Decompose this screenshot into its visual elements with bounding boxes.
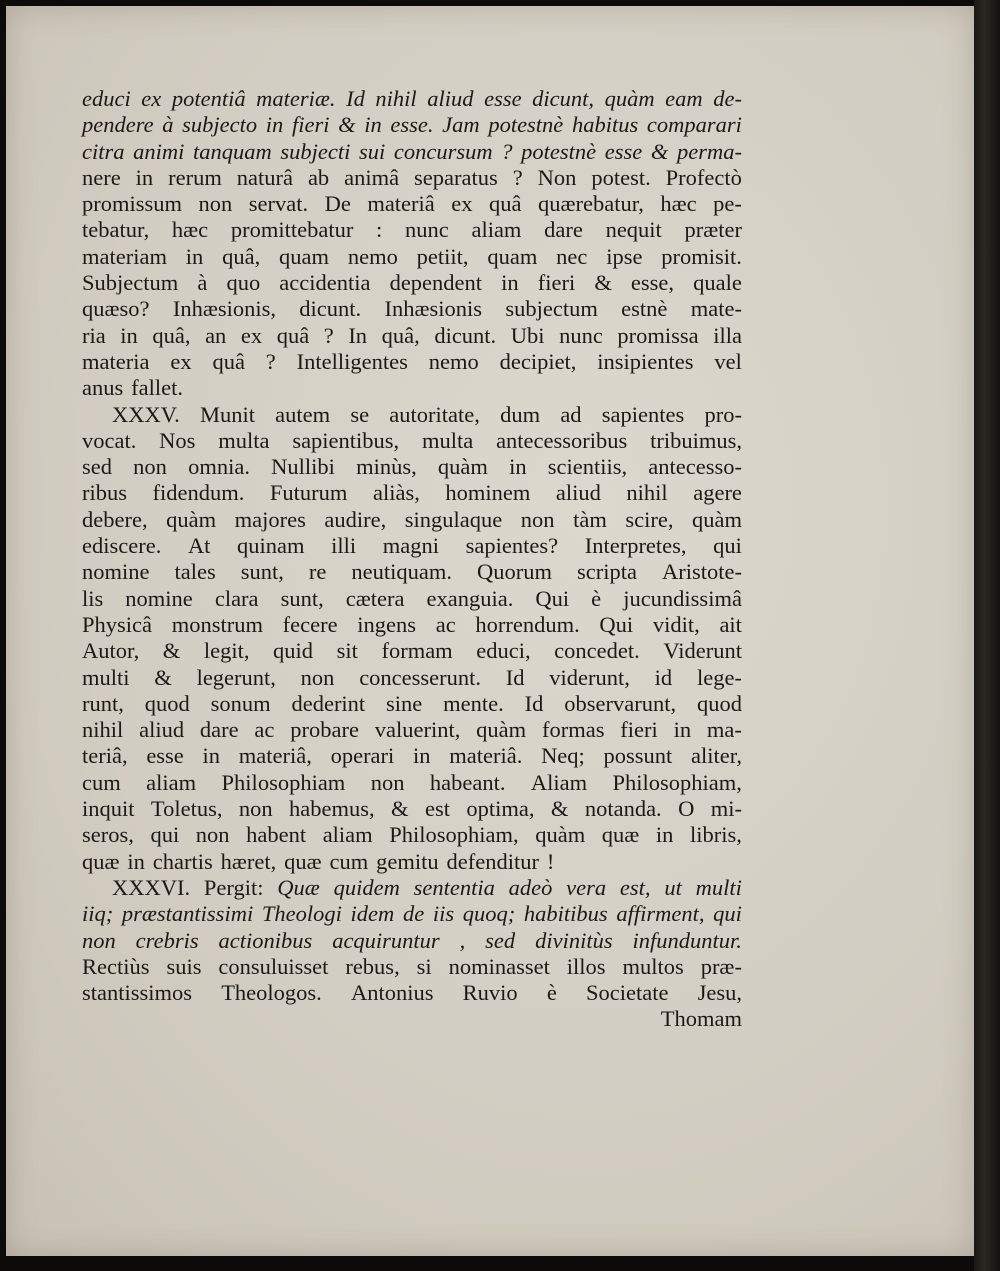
text-line: nihil aliud dare ac probare valuerint, quàm formas fieri in ma- xyxy=(82,717,742,743)
text-line: quæ in chartis hæret, quæ cum gemitu defenditur ! xyxy=(82,848,555,874)
text-line: seros, qui non habent aliam Philosophiam, quàm quæ in libris, xyxy=(82,822,742,848)
text-line: Autor, & legit, quid sit formam educi, concedet. Viderunt xyxy=(82,638,742,664)
book-binding-edge xyxy=(974,0,1000,1271)
text-line: Physicâ monstrum fecere ingens ac horrendum. Qui vidit, ait xyxy=(82,611,742,637)
text-line: teriâ, esse in materiâ, operari in materiâ. Neq; possunt aliter, xyxy=(82,743,742,769)
text-line: multi & legerunt, non concesserunt. Id viderunt, id lege- xyxy=(82,664,742,690)
text-line: materiam in quâ, quam nemo petiit, quam nec ipse promisit. xyxy=(82,243,742,269)
text-line: educi ex potentiâ materiæ. Id nihil aliud esse dicunt, quàm eam de- xyxy=(82,86,742,111)
text-line: citra animi tanquam subjecti sui concursum ? potestnè esse & perma- xyxy=(82,138,742,164)
text-line: sed non omnia. Nullibi minùs, quàm in scientiis, antecesso- xyxy=(82,454,742,480)
text-line: materia ex quâ ? Intelligentes nemo decipiet, insipientes vel xyxy=(82,348,742,374)
book-page xyxy=(6,6,974,1256)
text-line: inquit Toletus, non habemus, & est optima, & notanda. O mi- xyxy=(82,796,742,822)
text-line: ediscere. At quinam illi magni sapientes? Interpretes, qui xyxy=(82,533,742,559)
text-line: stantissimos Theologos. Antonius Ruvio è Societate Jesu, xyxy=(82,980,742,1006)
text-line: ribus fidendum. Futurum aliàs, hominem aliud nihil agere xyxy=(82,480,742,506)
text-line: runt, quod sonum dederint sine mente. Id observarunt, quod xyxy=(82,690,742,716)
text-line: nere in rerum naturâ ab animâ separatus ? Non potest. Profectò xyxy=(82,164,742,190)
page-text xyxy=(82,86,742,1033)
text-line: cum aliam Philosophiam non habeant. Aliam Philosophiam, xyxy=(82,769,742,795)
text-line: nomine tales sunt, re neutiquam. Quorum scripta Aristote- xyxy=(82,559,742,585)
text-line: quæso? Inhæsionis, dicunt. Inhæsionis subjectum estnè mate- xyxy=(82,296,742,322)
text-line: iiq; præstantissimi Theologi idem de iis quoq; habitibus affirment, qui xyxy=(82,901,742,927)
text-line: ria in quâ, an ex quâ ? In quâ, dicunt. Ubi nunc promissa illa xyxy=(82,322,742,348)
text-line: vocat. Nos multa sapientibus, multa antecessoribus tribuimus, xyxy=(82,427,742,453)
text-line: anus fallet. xyxy=(82,375,183,401)
text-line: Thomam xyxy=(660,1006,742,1032)
text-line: debere, quàm majores audire, singulaque non tàm scire, quàm xyxy=(82,506,742,532)
text-line: Subjectum à quo accidentia dependent in fieri & esse, quale xyxy=(82,270,742,296)
text-line: Rectiùs suis consuluisset rebus, si nominasset illos multos præ- xyxy=(82,953,742,979)
text-line: XXXV. Munit autem se autoritate, dum ad sapientes pro- xyxy=(112,401,742,427)
text-line: non crebris actionibus acquiruntur , sed divinitùs infunduntur. xyxy=(82,927,742,953)
text-line: XXXVI. Pergit: Quæ quidem sententia adeò vera est, ut multi xyxy=(112,874,742,900)
text-line: lis nomine clara sunt, cætera exanguia. Qui è jucundissimâ xyxy=(82,585,742,611)
text-line: promissum non servat. De materiâ ex quâ quærebatur, hæc pe- xyxy=(82,191,742,217)
text-line: pendere à subjecto in fieri & in esse. Jam potestnè habitus comparari xyxy=(82,112,742,138)
text-line: tebatur, hæc promittebatur : nunc aliam dare nequit præter xyxy=(82,217,742,243)
